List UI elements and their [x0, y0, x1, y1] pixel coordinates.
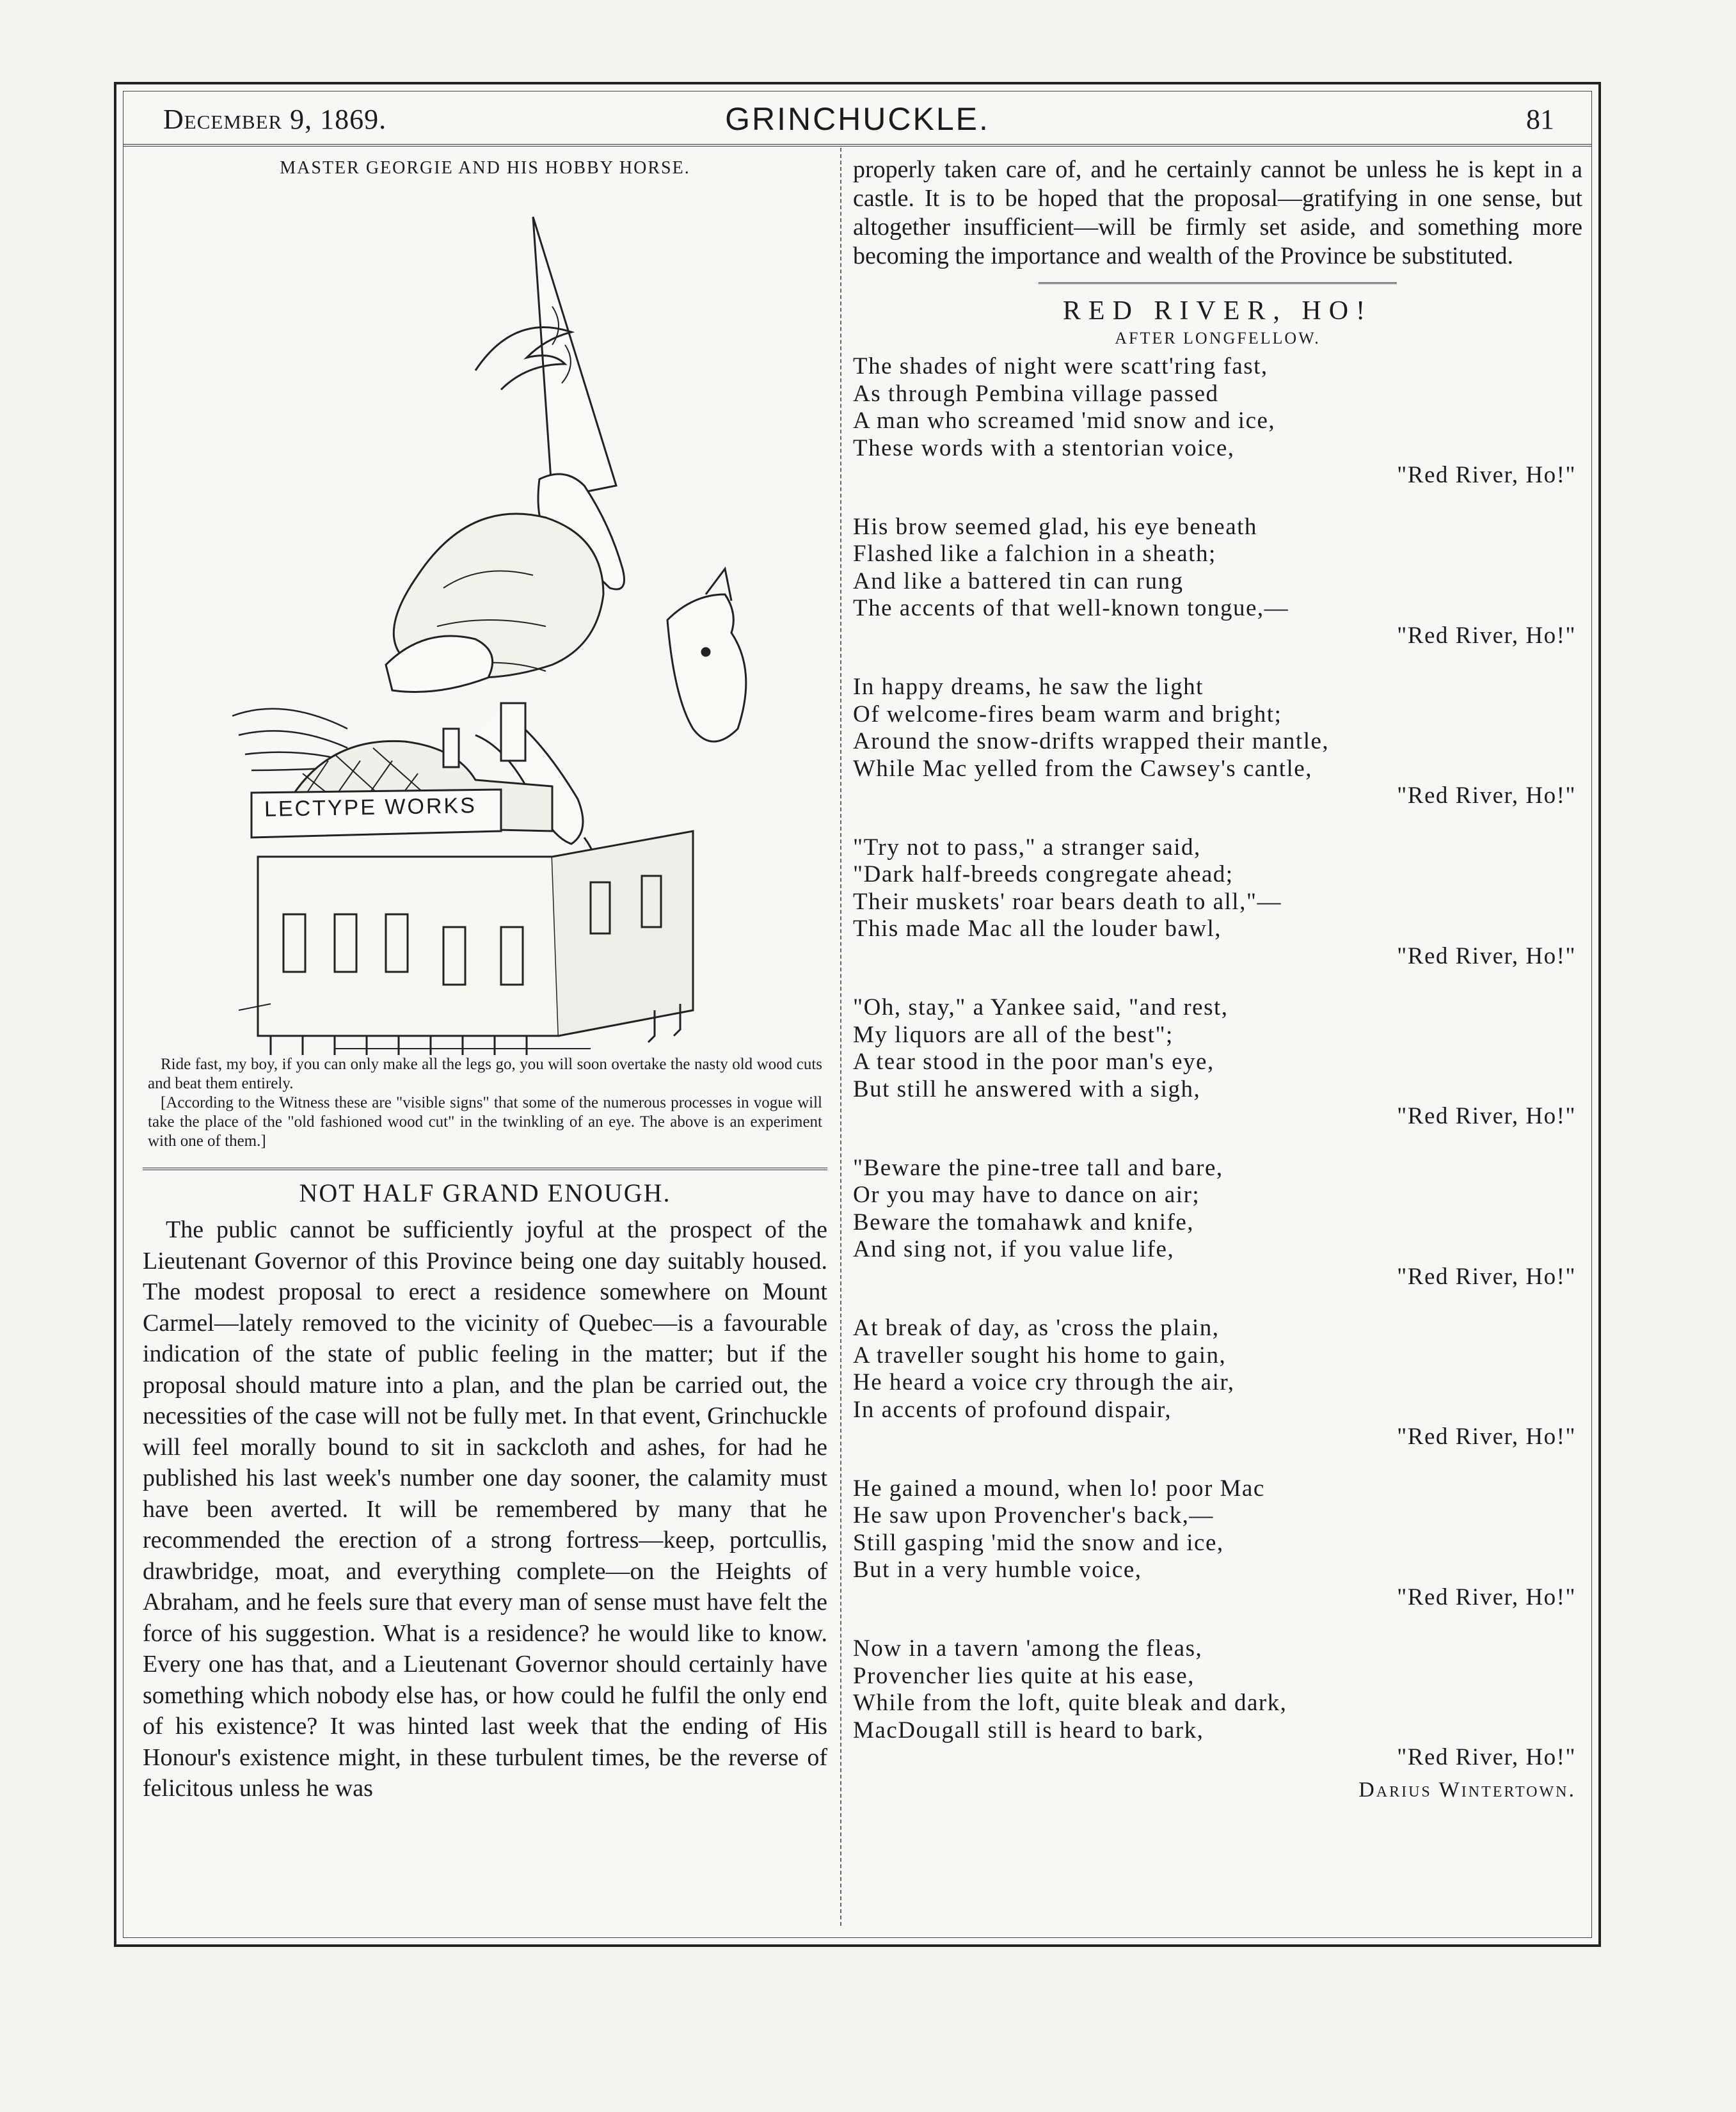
column-divider — [840, 148, 841, 1926]
verse-line: In happy dreams, he saw the light — [853, 674, 1204, 700]
refrain-line: "Red River, Ho!" — [1397, 622, 1576, 649]
refrain-line: "Red River, Ho!" — [1397, 1424, 1576, 1450]
article-not-half-grand — [143, 1178, 827, 1804]
verse-line: The accents of that well-known tongue,— — [853, 595, 1289, 621]
verse-line: And sing not, if you value life, — [853, 1236, 1175, 1262]
verse-line: While from the loft, quite bleak and dark, — [853, 1690, 1287, 1716]
stanza — [853, 1635, 1582, 1772]
verse-line: "Try not to pass," a stranger said, — [853, 834, 1201, 861]
refrain-line: "Red River, Ho!" — [1397, 942, 1576, 969]
stanza — [853, 1475, 1582, 1612]
verse-line: MacDougall still is heard to bark, — [853, 1717, 1204, 1743]
verse-line: A man who screamed 'mid snow and ice, — [853, 408, 1276, 434]
masthead-title: GRINCHUCKLE. — [725, 101, 990, 137]
refrain-line: "Red River, Ho!" — [1397, 462, 1576, 488]
stanza — [853, 834, 1582, 971]
refrain-line: "Red River, Ho!" — [1397, 1263, 1576, 1290]
verse-line: "Dark half-breeds congregate ahead; — [853, 861, 1234, 887]
refrain-line: "Red River, Ho!" — [1397, 1103, 1576, 1129]
poem-title: RED RIVER, HO! — [1062, 296, 1373, 326]
left-column — [143, 155, 827, 1804]
newspaper-page — [114, 82, 1601, 1947]
verse-line: But still he answered with a sigh, — [853, 1076, 1201, 1102]
stanza — [853, 1155, 1582, 1291]
verse-line: "Beware the pine-tree tall and bare, — [853, 1154, 1223, 1181]
verse-line: A tear stood in the poor man's eye, — [853, 1049, 1214, 1075]
cartoon-illustration — [143, 179, 827, 1055]
verse-line: His brow seemed glad, his eye beneath — [853, 513, 1257, 540]
page-frame — [123, 91, 1592, 1938]
stanza — [853, 994, 1582, 1131]
building-sign-text: LECTYPE WORKS — [264, 793, 477, 822]
poem-divider — [1039, 282, 1397, 284]
verse-line: This made Mac all the louder bawl, — [853, 916, 1222, 942]
verse-line: A traveller sought his home to gain, — [853, 1342, 1227, 1369]
verse-line: At break of day, as 'cross the plain, — [853, 1315, 1220, 1341]
verse-line: Of welcome-fires beam warm and bright; — [853, 701, 1282, 727]
verse-line: He gained a mound, when lo! poor Mac — [853, 1475, 1265, 1502]
verse-line: Their muskets' roar bears death to all,"— — [853, 888, 1282, 915]
cartoon-title: MASTER GEORGIE AND HIS HOBBY HORSE. — [280, 158, 690, 178]
verse-line: Now in a tavern 'among the fleas, — [853, 1635, 1203, 1662]
section-divider — [143, 1168, 827, 1170]
verse-line: Provencher lies quite at his ease, — [853, 1662, 1195, 1689]
verse-line: Or you may have to dance on air; — [853, 1182, 1200, 1208]
verse-line: Flashed like a falchion in a sheath; — [853, 541, 1216, 567]
verse-line: These words with a stentorian voice, — [853, 434, 1235, 461]
article-body: The public cannot be sufficiently joyful at the prospect of the Lieutenant Governor of this Province being one day suitably housed. The modest proposal to erect a residence somewhere on Mount Carmel—lately removed to the vicinity of Quebec—is a favourable indication of the state of public feeling in the matter; but if the proposal should mature into a plan, and the plan be carried out, the necessities of the case will not be fully met. In that event, Grinchuckle will feel morally bound to sit in sackcloth and ashes, for had he published his last week's number one day sooner, the calamity must have been averted. It will be remembered by many that he recommended the erection of a strong fortress—keep, portcullis, drawbridge, moat, and everything complete—on the Heights of Abraham, and he feels sure that every man of sense must have felt the force of his suggestion. What is a residence? he would like to know. Every one has that, and a Lieutenant Governor should certainly have something which nobody else has, or how could he fulfil the only end of his existence? It was hinted last week that the ending of His Honour's existence might, in these turbulent times, be the reverse of felicitous unless he was — [143, 1216, 827, 1802]
page-number: 81 — [1526, 104, 1554, 135]
verse-line: In accents of profound dispair, — [853, 1396, 1172, 1423]
right-column — [853, 155, 1582, 1802]
issue-date: December 9, 1869. — [163, 104, 387, 135]
stanza — [853, 514, 1582, 650]
verse-line: "Oh, stay," a Yankee said, "and rest, — [853, 994, 1229, 1020]
caption-text: Ride fast, my boy, if you can only make all the legs go, you will soon overtake the nasty old wood cuts and beat them entirely. — [148, 1056, 822, 1092]
page-header — [123, 91, 1591, 147]
verse-line: He heard a voice cry through the air, — [853, 1369, 1235, 1395]
verse-line: While Mac yelled from the Cawsey's cantle, — [853, 755, 1312, 782]
verse-line: The shades of night were scatt'ring fast, — [853, 353, 1268, 379]
verse-line: My liquors are all of the best"; — [853, 1021, 1174, 1048]
verse-line: And like a battered tin can rung — [853, 568, 1184, 594]
caption-note: [According to the Witness these are "visible signs" that some of the numerous processes in vogue will take the place of the "old fashioned wood cut" in the twinkling of an eye. The above is an experiment with one of them.] — [148, 1094, 822, 1150]
poem-subtitle: AFTER LONGFELLOW. — [1115, 329, 1321, 347]
refrain-line: "Red River, Ho!" — [1397, 1584, 1576, 1610]
verse-line: He saw upon Provencher's back,— — [853, 1502, 1214, 1528]
article-continuation: properly taken care of, and he certainly cannot be unless he is kept in a castle. It is to be hoped that the proposal—gratifying in one sense, but altogether insufficient—will be firmly set aside, and something more becoming the importance and wealth of the Province be substituted. — [853, 156, 1582, 269]
verse-line: Beware the tomahawk and knife, — [853, 1209, 1195, 1235]
verse-line: Still gasping 'mid the snow and ice, — [853, 1529, 1224, 1556]
verse-line: As through Pembina village passed — [853, 380, 1219, 407]
verse-line: But in a very humble voice, — [853, 1557, 1142, 1583]
refrain-line: "Red River, Ho!" — [1397, 1744, 1576, 1770]
cartoon-caption — [143, 1055, 827, 1151]
article-title: NOT HALF GRAND ENOUGH. — [299, 1179, 671, 1207]
poem-author: Darius Wintertown. — [1358, 1777, 1576, 1802]
verse-line: Around the snow-drifts wrapped their mantle, — [853, 728, 1330, 754]
hobby-horse-drawing — [143, 179, 827, 1055]
stanza — [853, 353, 1582, 489]
poem-body — [853, 353, 1582, 1772]
refrain-line: "Red River, Ho!" — [1397, 782, 1576, 809]
stanza — [853, 674, 1582, 810]
stanza — [853, 1315, 1582, 1451]
